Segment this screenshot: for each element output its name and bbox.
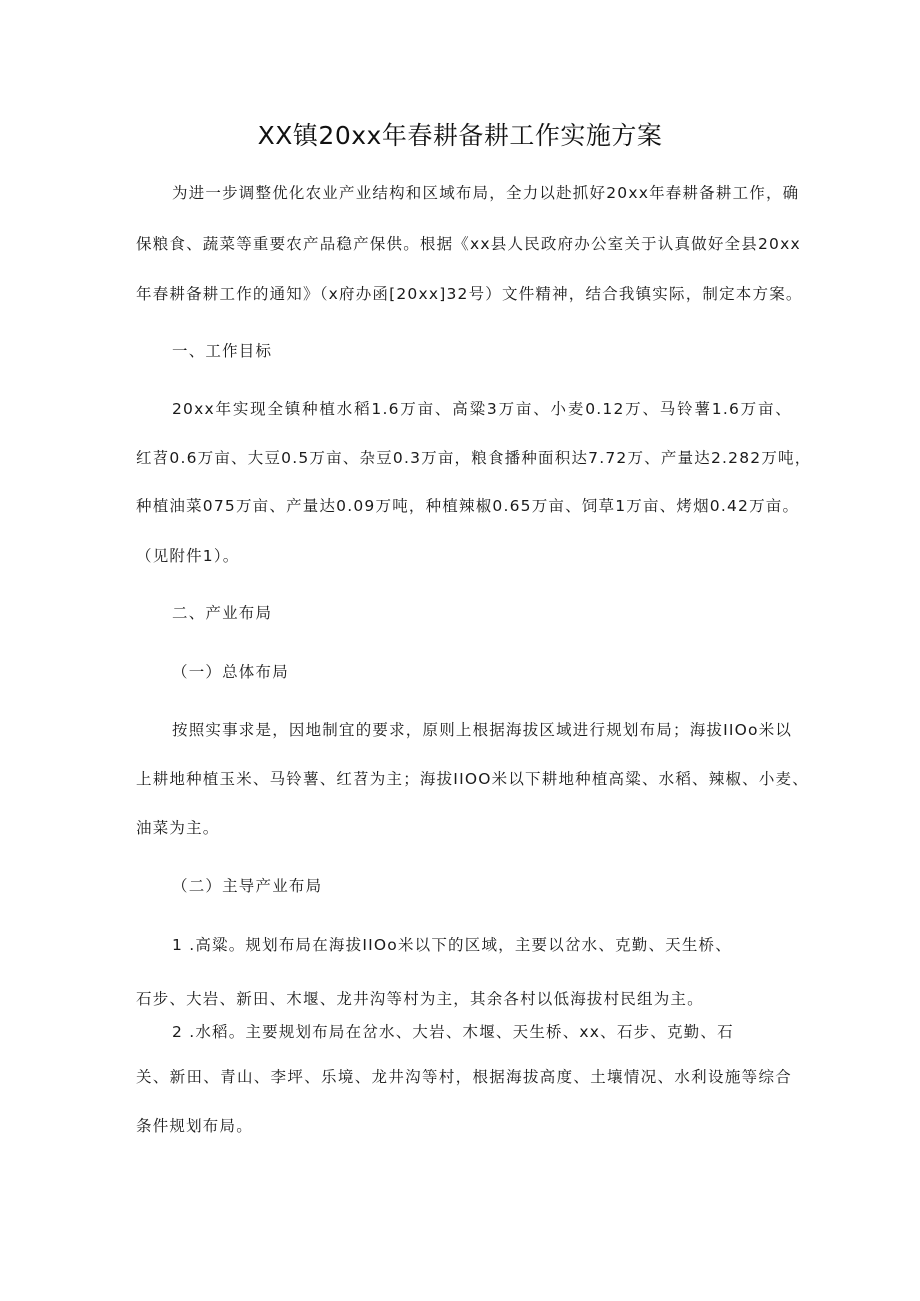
item2-line-1: 2 .水稻。主要规划布局在岔水、大岩、木堰、天生桥、xx、石步、克勤、石 <box>172 1023 734 1041</box>
subsection-heading-overall: （一）总体布局 <box>172 663 289 681</box>
item2-line-3: 条件规划布局。 <box>136 1117 253 1135</box>
section-heading-goals: 一、工作目标 <box>172 342 273 360</box>
overall-line-1: 按照实事求是，因地制宜的要求，原则上根据海拔区域进行规划布局；海拔IIOo米以 <box>172 721 793 739</box>
overall-line-2: 上耕地种植玉米、马铃薯、红苕为主；海拔IIOO米以下耕地种植高粱、水稻、辣椒、小麦、 <box>136 770 809 788</box>
section-heading-layout: 二、产业布局 <box>172 604 273 622</box>
intro-line-2: 保粮食、蔬菜等重要农产品稳产保供。根据《xx县人民政府办公室关于认真做好全县20xx <box>136 235 801 253</box>
item2-line-2: 关、新田、青山、李坪、乐境、龙井沟等村，根据海拔高度、土壤情况、水利设施等综合 <box>136 1068 792 1086</box>
goals-line-2: 红苕0.6万亩、大豆0.5万亩、杂豆0.3万亩，粮食播种面积达7.72万、产量达2.282万吨， <box>136 449 812 467</box>
subsection-heading-leading: （二）主导产业布局 <box>172 877 323 895</box>
goals-line-3: 种植油菜075万亩、产量达0.09万吨，种植辣椒0.65万亩、饲草1万亩、烤烟0.42万亩。 <box>136 497 800 515</box>
item1-line-2: 石步、大岩、新田、木堰、龙井沟等村为主，其余各村以低海拔村民组为主。 <box>136 990 704 1008</box>
overall-line-3: 油菜为主。 <box>136 819 220 837</box>
goals-line-4: （见附件1）。 <box>136 547 240 565</box>
intro-line-3: 年春耕备耕工作的通知》（x府办函[20xx]32号）文件精神，结合我镇实际，制定本方案。 <box>136 285 803 303</box>
item1-line-1: 1 .高粱。规划布局在海拔IIOo米以下的区域，主要以岔水、克勤、天生桥、 <box>172 936 732 954</box>
goals-line-1: 20xx年实现全镇种植水稻1.6万亩、高粱3万亩、小麦0.12万、马铃薯1.6万亩、 <box>172 400 792 418</box>
intro-line-1: 为进一步调整优化农业产业结构和区域布局，全力以赴抓好20xx年春耕备耕工作，确 <box>172 184 800 202</box>
document-title: XX镇20xx年春耕备耕工作实施方案 <box>257 121 663 150</box>
